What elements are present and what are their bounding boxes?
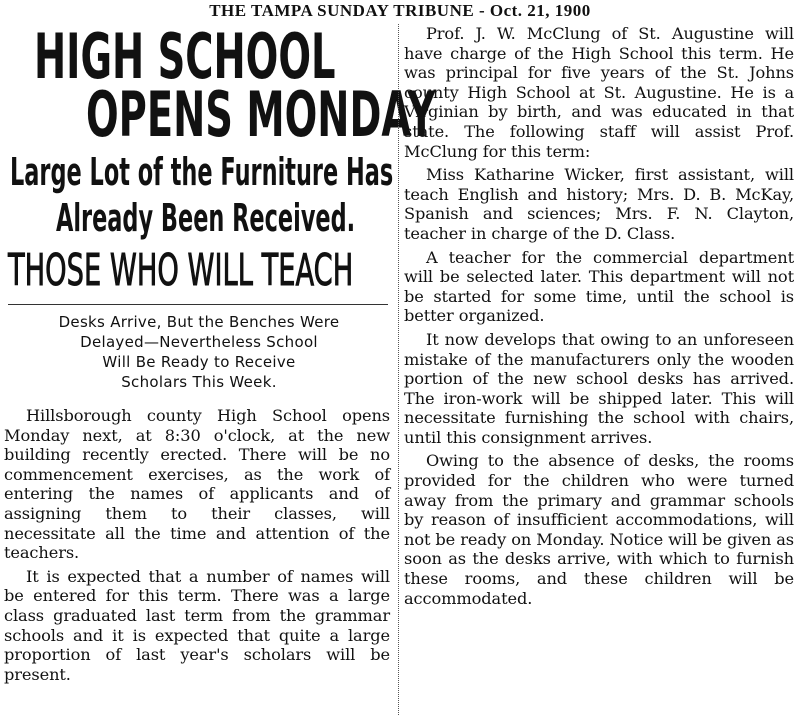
paragraph: It now develops that owing to an unforeseen mistake of the manufacturers only the wooden portion of the new school desks has arrived. The iron-work will be shipped later. This will necessitate furnishing the school with chairs, until this consignment arrives.	[404, 329, 794, 447]
paragraph: Miss Katharine Wicker, first assistant, will teach English and history; Mrs. D. B. McKay, Spanish and sciences; Mrs. F. N. Clayton, teacher in charge of the D. Class.	[404, 165, 794, 243]
right-body-text	[404, 24, 794, 612]
column-divider	[398, 24, 399, 715]
subheadline-3: THOSE WHO WILL TEACH	[8, 245, 354, 296]
deck-line-3: Will Be Ready to Receive	[102, 353, 296, 371]
paragraph: Owing to the absence of desks, the rooms provided for the children who were turned away from the primary and grammar schools by reason of insufficient accommodations, will not be ready on Monday. Notice will be given as soon as the desks arrive, with which to furnish these rooms, and these children will be accommodated.	[404, 451, 794, 608]
deck-line-1: Desks Arrive, But the Benches Were	[58, 313, 340, 331]
deck-divider	[8, 304, 388, 305]
deck	[4, 312, 394, 392]
subheadline-1: Large Lot of the Furniture Has	[10, 150, 394, 194]
headline-line-2: OPENS MONDAY	[86, 78, 436, 151]
right-column	[404, 24, 796, 715]
subheadline-2: Already Been Received.	[56, 196, 356, 240]
paragraph: Prof. J. W. McClung of St. Augustine will have charge of the High School this term. He was principal for five years of the St. Johns county High School at St. Augustine. He is a Virginian by birth, and was educated in that state. The following staff will assist Prof. McClung for this term:	[404, 24, 794, 161]
headline-line-1: HIGH SCHOOL	[34, 20, 336, 93]
deck-line-2: Delayed—Nevertheless School	[80, 333, 318, 351]
paragraph: A teacher for the commercial department will be selected later. This department will not be started for some time, until the school is better organized.	[404, 247, 794, 326]
masthead: THE TAMPA SUNDAY TRIBUNE - Oct. 21, 1900	[209, 1, 591, 20]
paragraph: It is expected that a number of names will be entered for this term. There was a large class graduated last term from the grammar schools and it is expected that quite a large proportion of last year's scholars will be present.	[4, 566, 390, 684]
deck-line-4: Scholars This Week.	[121, 373, 277, 391]
paragraph: Hillsborough county High School opens Monday next, at 8:30 o'clock, at the new building recently erected. There will be no commencement exercises, as the work of entering the names of applicants and of assigning them to their classes, will necessitate all the time and attention of the teachers.	[4, 406, 390, 563]
left-body-text	[4, 406, 390, 688]
left-column	[4, 20, 436, 715]
